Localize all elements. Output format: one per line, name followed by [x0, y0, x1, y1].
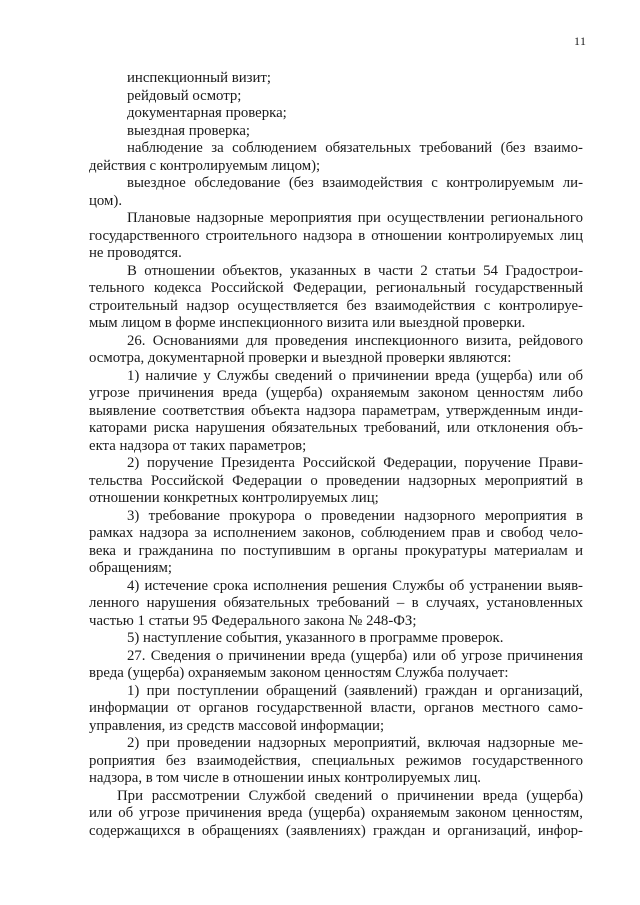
text-line: надзора, в том числе в отношении иных контролируемых лиц.	[89, 770, 482, 786]
text-line: мым лицом в форме инспекционного визита или выездной проверки.	[89, 315, 526, 331]
text-line: В отношении объектов, указанных в части 2 статьи 54 Градострои-	[127, 262, 583, 279]
text-line: выявление соответствия объекта надзора параметрам, утвержденным инди-	[89, 402, 583, 419]
text-line: 4) истечение срока исполнения решения Службы об устранении выяв-	[127, 577, 583, 594]
text-line: ленного нарушения обязательных требований – в случаях, установленных	[89, 595, 583, 611]
text-line: информации от органов государственной власти, органов местного само-	[89, 700, 583, 716]
text-line: государственного строительного надзора в отношении контролируемых лиц	[89, 227, 583, 244]
page-number: 11	[574, 34, 587, 48]
text-line: рейдовый осмотр;	[127, 87, 242, 104]
text-line: частью 1 статьи 95 Федерального закона № 248-ФЗ;	[89, 612, 417, 629]
text-line: 1) наличие у Службы сведений о причинении вреда (ущерба) или об	[127, 367, 583, 384]
text-line: угрозе причинения вреда (ущерба) охраняемым законом ценностям либо	[89, 385, 583, 401]
text-line: каторами риска нарушения обязательных требований, или отклонения объ-	[89, 420, 583, 436]
document-body	[89, 70, 583, 840]
text-line: 27. Сведения о причинении вреда (ущерба) или об угрозе причинения	[127, 647, 583, 664]
text-line: или об угрозе причинения вреда (ущерба) охраняемым законом ценностям,	[89, 805, 583, 821]
text-line: При рассмотрении Службой сведений о причинении вреда (ущерба)	[117, 787, 583, 804]
text-line: строительный надзор осуществляется без взаимодействия с контролируе-	[89, 297, 583, 314]
text-line: 5) наступление события, указанного в программе проверок.	[127, 630, 504, 646]
text-line: содержащихся в обращениях (заявлениях) граждан и организаций, инфор-	[89, 822, 583, 839]
text-line: инспекционный визит;	[127, 70, 271, 86]
text-line: 26. Основаниями для проведения инспекционного визита, рейдового	[127, 332, 583, 349]
text-line: управления, из средств массовой информации;	[89, 717, 385, 734]
text-line: действия с контролируемым лицом);	[89, 157, 321, 174]
text-line: выездное обследование (без взаимодействия с контролируемым ли-	[127, 175, 583, 191]
text-line: века и гражданина по поступившим в органы прокуратуры материалам и	[89, 542, 583, 559]
text-line: рамках надзора за исполнением законов, соблюдением прав и свобод чело-	[89, 525, 583, 541]
text-line: отношении конкретных контролируемых лиц;	[89, 490, 379, 506]
text-line: тельного кодекса Российской Федерации, региональный государственный	[89, 280, 583, 296]
text-line: 2) при проведении надзорных мероприятий, включая надзорные ме-	[127, 735, 583, 751]
text-line: 3) требование прокурора о проведении надзорного мероприятия в	[127, 507, 583, 524]
text-line: документарная проверка;	[127, 105, 287, 121]
text-line: вреда (ущерба) охраняемым законом ценностям Служба получает:	[89, 665, 509, 681]
text-line: не проводятся.	[89, 245, 182, 261]
text-line: екта надзора от таких параметров;	[89, 437, 307, 454]
text-line: обращениям;	[89, 560, 172, 576]
text-line: 1) при поступлении обращений (заявлений) граждан и организаций,	[127, 682, 583, 699]
text-line: Плановые надзорные мероприятия при осуществлении регионального	[127, 210, 583, 226]
text-line: осмотра, документарной проверки и выездной проверки являются:	[89, 350, 512, 366]
text-line: цом).	[89, 192, 123, 209]
text-line: наблюдение за соблюдением обязательных требований (без взаимо-	[127, 140, 583, 156]
text-line: роприятия без взаимодействия, специальных режимов государственного	[89, 752, 583, 769]
text-line: 2) поручение Президента Российской Федерации, поручение Прави-	[127, 455, 583, 471]
text-line: тельства Российской Федерации о проведении надзорных мероприятий в	[89, 472, 583, 489]
text-line: выездная проверка;	[127, 122, 250, 139]
